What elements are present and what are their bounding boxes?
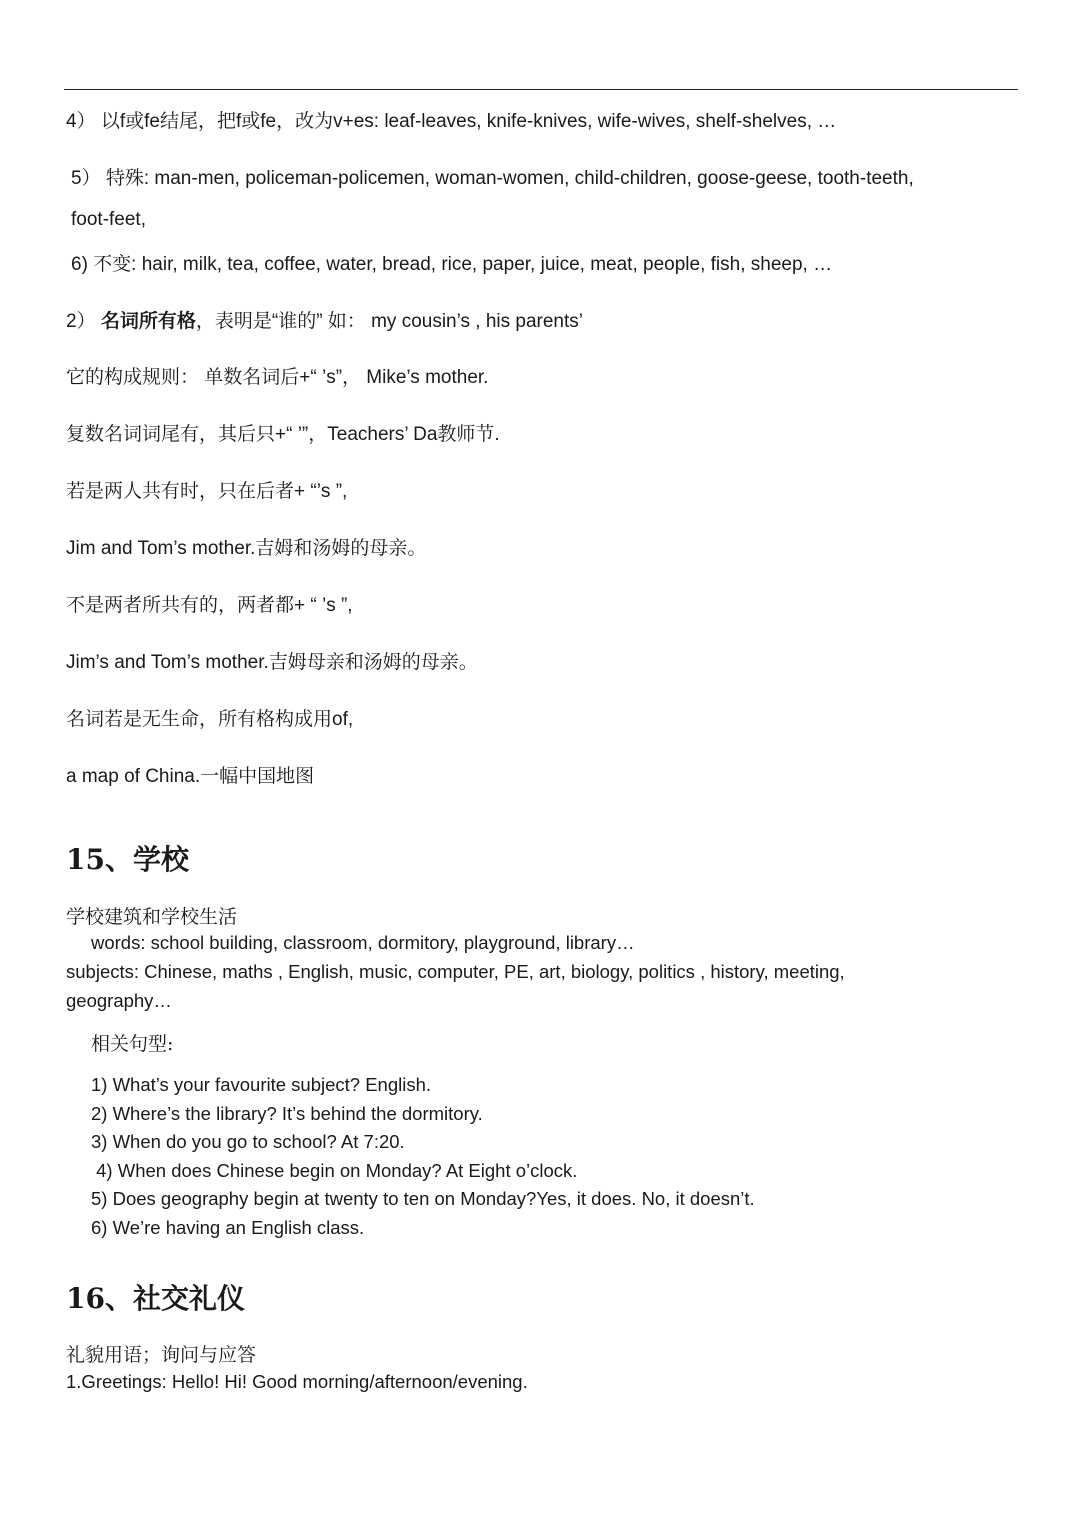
possessive-example-separate: Jim’s and Tom’s mother.吉姆母亲和汤姆的母亲。 (66, 652, 478, 673)
sentence-item: 5) Does geography begin at twenty to ten on Monday?Yes, it does. No, it doesn’t. (91, 1188, 755, 1209)
sentence-item: 6) We’re having an English class. (91, 1217, 365, 1238)
possessive-rule-joint: 若是两人共有时，只在后者+ “’s ”, (66, 481, 348, 502)
section-16-heading: 16、社交礼仪 (66, 1282, 245, 1315)
school-subjects: subjects: Chinese, maths , English, music, computer, PE, art, biology, politics , history, meeting, (66, 961, 845, 982)
sentence-item: 2) Where’s the library? It’s behind the dormitory. (91, 1103, 483, 1124)
sentence-item: 3) When do you go to school? At 7:20. (91, 1131, 405, 1152)
possessive-rule-singular: 它的构成规则： 单数名词后+“ ’s”， Mike’s mother. (66, 367, 489, 388)
plural-rule-4: 4） 以f或fe结尾，把f或fe，改为v+es: leaf-leaves, knife-knives, wife-wives, shelf-shelves, … (66, 111, 837, 132)
possessive-rule-plural: 复数名词词尾有，其后只+“ ’”，Teachers’ Da教师节. (66, 424, 500, 445)
possessive-number: 2） (66, 311, 96, 332)
possessive-example-joint: Jim and Tom’s mother.吉姆和汤姆的母亲。 (66, 538, 427, 559)
top-rule (64, 89, 1018, 90)
plural-rule-6: 6) 不变: hair, milk, tea, coffee, water, bread, rice, paper, juice, meat, people, fish, sheep, … (71, 254, 833, 275)
sentence-item: 1) What’s your favourite subject? English. (91, 1074, 432, 1095)
greetings-line: 1.Greetings: Hello! Hi! Good morning/afternoon/evening. (66, 1371, 528, 1392)
possessive-term: 名词所有格 (100, 310, 196, 332)
plural-rule-5-cont: foot-feet, (71, 209, 146, 230)
possessive-rule-inanimate: 名词若是无生命，所有格构成用of, (66, 709, 354, 730)
possessive-rule-separate: 不是两者所共有的，两者都+ “ ’s ”, (66, 595, 353, 616)
possessive-example-inanimate: a map of China.一幅中国地图 (66, 766, 315, 787)
sentence-item: 4) When does Chinese begin on Monday? At Eight o’clock. (91, 1160, 578, 1181)
possessive-intro-text: ，表明是“谁的” 如： my cousin’s , his parents’ (195, 311, 583, 332)
plural-rule-5: 5） 特殊: man-men, policeman-policemen, woman-women, child-children, goose-geese, tooth-teeth, (71, 168, 914, 189)
school-subjects-cont: geography… (66, 990, 172, 1011)
possessive-intro (66, 310, 583, 334)
patterns-label: 相关句型: (91, 1033, 174, 1055)
section-15-heading: 15、学校 (66, 843, 189, 876)
section-16-subtitle: 礼貌用语；询问与应答 (66, 1344, 257, 1366)
school-words: words: school building, classroom, dormitory, playground, library… (91, 932, 635, 953)
section-15-subtitle: 学校建筑和学校生活 (66, 906, 238, 928)
